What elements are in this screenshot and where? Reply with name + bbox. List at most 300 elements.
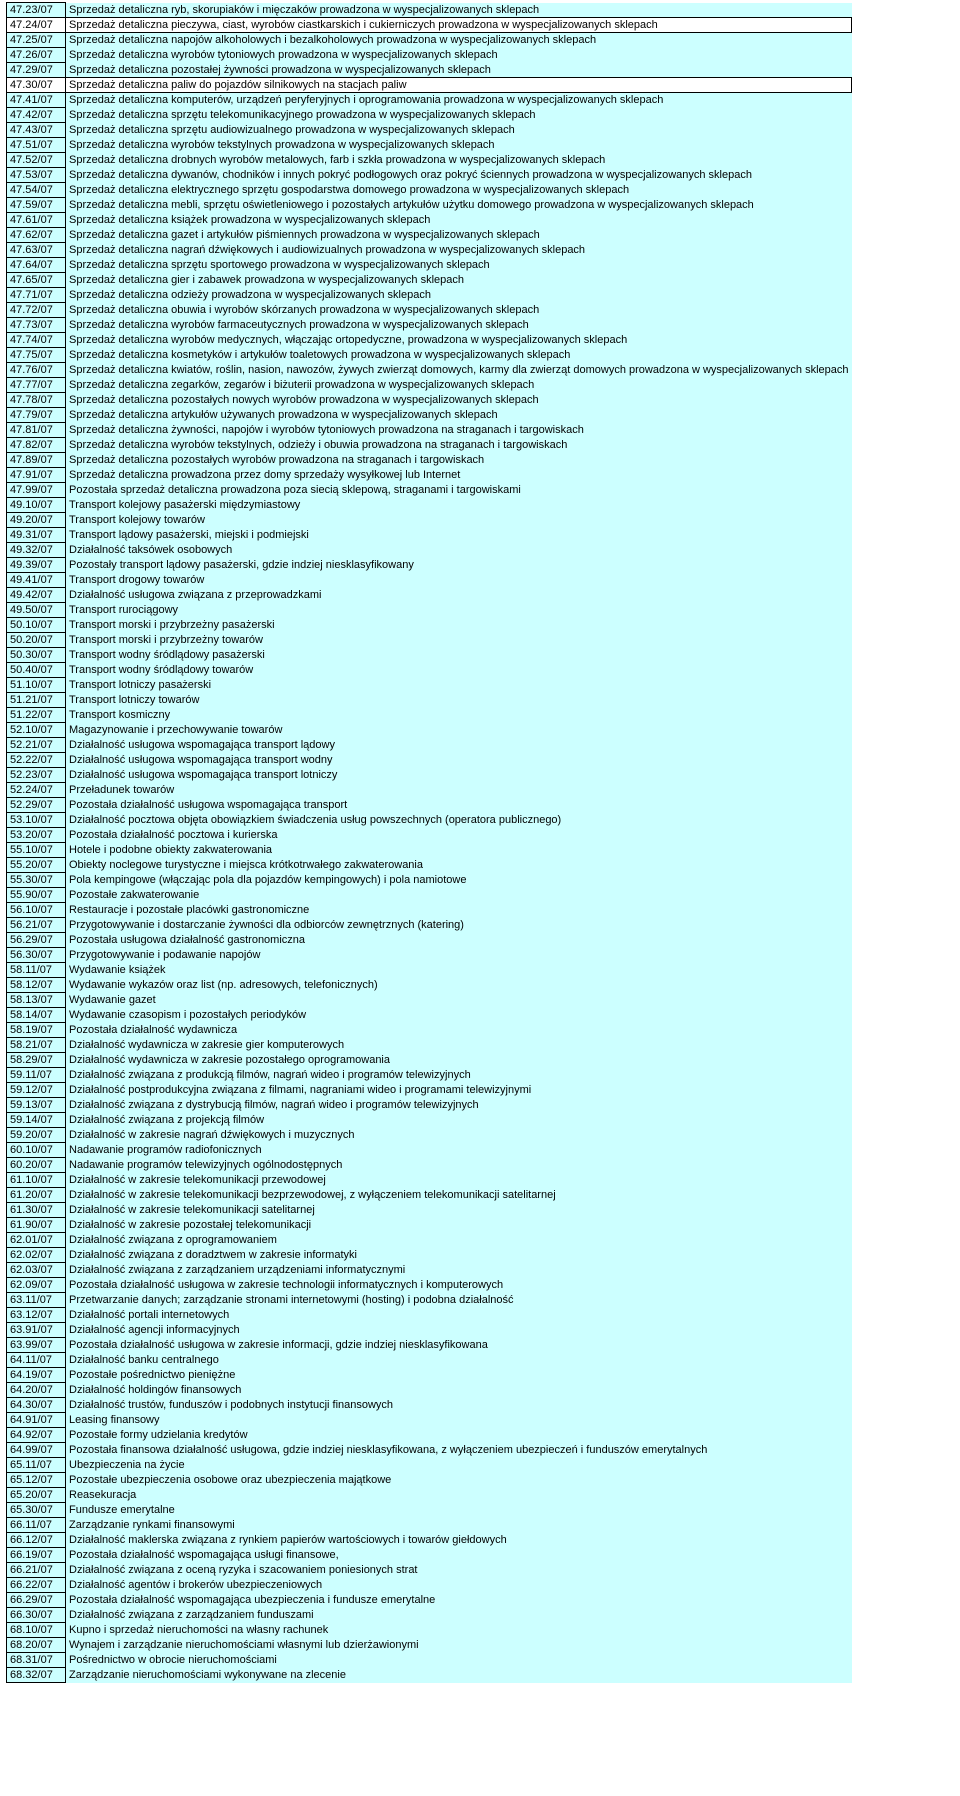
table-row [7, 408, 852, 423]
pkd-description-cell: Pozostała działalność usługowa w zakresie informacji, gdzie indziej niesklasyfikowana [66, 1338, 852, 1353]
pkd-code-cell: 62.09/07 [7, 1278, 66, 1293]
pkd-code-cell: 47.82/07 [7, 438, 66, 453]
pkd-code-cell: 49.32/07 [7, 543, 66, 558]
pkd-description-cell: Zarządzanie nieruchomościami wykonywane na zlecenie [66, 1668, 852, 1683]
pkd-code-cell: 58.21/07 [7, 1038, 66, 1053]
table-row [7, 1488, 852, 1503]
pkd-code-cell: 55.20/07 [7, 858, 66, 873]
table-row [7, 903, 852, 918]
pkd-description-cell: Pozostałe zakwaterowanie [66, 888, 852, 903]
pkd-code-cell: 63.91/07 [7, 1323, 66, 1338]
pkd-code-cell: 56.21/07 [7, 918, 66, 933]
table-row [7, 468, 852, 483]
pkd-description-cell: Sprzedaż detaliczna mebli, sprzętu oświetleniowego i pozostałych artykułów użytku domowego prowadzona w wyspecjalizowanych sklepach [66, 198, 852, 213]
table-row [7, 1338, 852, 1353]
pkd-code-cell: 64.11/07 [7, 1353, 66, 1368]
pkd-description-cell: Działalność agentów i brokerów ubezpieczeniowych [66, 1578, 852, 1593]
pkd-code-cell: 47.61/07 [7, 213, 66, 228]
pkd-code-cell: 62.02/07 [7, 1248, 66, 1263]
pkd-description-cell: Działalność usługowa wspomagająca transport lądowy [66, 738, 852, 753]
pkd-description-cell: Sprzedaż detaliczna artykułów używanych prowadzona w wyspecjalizowanych sklepach [66, 408, 852, 423]
pkd-code-cell: 47.81/07 [7, 423, 66, 438]
pkd-description-cell: Pozostałe pośrednictwo pieniężne [66, 1368, 852, 1383]
pkd-description-cell: Pozostałe formy udzielania kredytów [66, 1428, 852, 1443]
pkd-code-cell: 47.65/07 [7, 273, 66, 288]
table-row [7, 798, 852, 813]
table-row [7, 663, 852, 678]
pkd-code-cell: 58.29/07 [7, 1053, 66, 1068]
table-row [7, 1038, 852, 1053]
pkd-description-cell: Działalność usługowa wspomagająca transport wodny [66, 753, 852, 768]
pkd-description-cell: Transport rurociągowy [66, 603, 852, 618]
pkd-code-cell: 47.89/07 [7, 453, 66, 468]
pkd-code-cell: 47.41/07 [7, 93, 66, 108]
table-row [7, 588, 852, 603]
pkd-code-cell: 53.20/07 [7, 828, 66, 843]
pkd-code-cell: 61.90/07 [7, 1218, 66, 1233]
table-row [7, 1383, 852, 1398]
pkd-description-cell: Sprzedaż detaliczna kwiatów, roślin, nasion, nawozów, żywych zwierząt domowych, karmy dla zwierząt domowych prowadzona w wyspecjalizowanych sklepach [66, 363, 852, 378]
pkd-description-cell: Sprzedaż detaliczna pieczywa, ciast, wyrobów ciastkarskich i cukierniczych prowadzona w wyspecjalizowanych sklepach [66, 18, 852, 33]
pkd-description-cell: Transport morski i przybrzeżny pasażerski [66, 618, 852, 633]
pkd-description-cell: Sprzedaż detaliczna komputerów, urządzeń peryferyjnych i oprogramowania prowadzona w wyspecjalizowanych sklepach [66, 93, 852, 108]
pkd-description-cell: Sprzedaż detaliczna pozostałych wyrobów prowadzona na straganach i targowiskach [66, 453, 852, 468]
pkd-code-cell: 47.79/07 [7, 408, 66, 423]
pkd-description-cell: Restauracje i pozostałe placówki gastronomiczne [66, 903, 852, 918]
table-row [7, 1308, 852, 1323]
pkd-code-cell: 49.20/07 [7, 513, 66, 528]
table-row [7, 1368, 852, 1383]
pkd-description-cell: Pozostała działalność wspomagająca usługi finansowe, [66, 1548, 852, 1563]
table-row [7, 558, 852, 573]
pkd-description-cell: Sprzedaż detaliczna wyrobów tekstylnych prowadzona w wyspecjalizowanych sklepach [66, 138, 852, 153]
pkd-code-cell: 47.53/07 [7, 168, 66, 183]
pkd-description-cell: Sprzedaż detaliczna żywności, napojów i wyrobów tytoniowych prowadzona na straganach i targowiskach [66, 423, 852, 438]
pkd-description-cell: Sprzedaż detaliczna elektrycznego sprzętu gospodarstwa domowego prowadzona w wyspecjalizowanych sklepach [66, 183, 852, 198]
pkd-code-cell: 47.64/07 [7, 258, 66, 273]
table-row [7, 1503, 852, 1518]
table-row [7, 708, 852, 723]
pkd-description-cell: Sprzedaż detaliczna nagrań dźwiękowych i audiowizualnych prowadzona w wyspecjalizowanych sklepach [66, 243, 852, 258]
table-row [7, 1323, 852, 1338]
pkd-code-cell: 60.20/07 [7, 1158, 66, 1173]
pkd-description-cell: Pozostała sprzedaż detaliczna prowadzona poza siecią sklepową, straganami i targowiskami [66, 483, 852, 498]
pkd-code-cell: 59.12/07 [7, 1083, 66, 1098]
pkd-code-cell: 49.39/07 [7, 558, 66, 573]
pkd-description-cell: Działalność banku centralnego [66, 1353, 852, 1368]
pkd-description-cell: Działalność w zakresie telekomunikacji bezprzewodowej, z wyłączeniem telekomunikacji satelitarnej [66, 1188, 852, 1203]
table-row [7, 78, 852, 93]
pkd-code-cell: 49.41/07 [7, 573, 66, 588]
pkd-description-cell: Działalność trustów, funduszów i podobnych instytucji finansowych [66, 1398, 852, 1413]
table-row [7, 1668, 852, 1683]
table-row [7, 1458, 852, 1473]
pkd-code-cell: 64.91/07 [7, 1413, 66, 1428]
pkd-description-cell: Nadawanie programów radiofonicznych [66, 1143, 852, 1158]
table-row [7, 1563, 852, 1578]
pkd-description-cell: Nadawanie programów telewizyjnych ogólnodostępnych [66, 1158, 852, 1173]
pkd-code-cell: 47.26/07 [7, 48, 66, 63]
pkd-code-cell: 51.22/07 [7, 708, 66, 723]
table-row [7, 1173, 852, 1188]
table-row [7, 348, 852, 363]
pkd-description-cell: Działalność usługowa związana z przeprowadzkami [66, 588, 852, 603]
table-row [7, 1068, 852, 1083]
pkd-description-cell: Wydawanie czasopism i pozostałych periodyków [66, 1008, 852, 1023]
pkd-code-cell: 68.31/07 [7, 1653, 66, 1668]
pkd-code-cell: 64.19/07 [7, 1368, 66, 1383]
pkd-code-cell: 49.42/07 [7, 588, 66, 603]
pkd-description-cell: Działalność taksówek osobowych [66, 543, 852, 558]
pkd-code-cell: 59.20/07 [7, 1128, 66, 1143]
pkd-code-cell: 66.21/07 [7, 1563, 66, 1578]
table-row [7, 648, 852, 663]
pkd-description-cell: Transport kolejowy towarów [66, 513, 852, 528]
pkd-description-cell: Sprzedaż detaliczna napojów alkoholowych i bezalkoholowych prowadzona w wyspecjalizowanych sklepach [66, 33, 852, 48]
pkd-description-cell: Sprzedaż detaliczna dywanów, chodników i innych pokryć podłogowych oraz pokryć ściennych prowadzona w wyspecjalizowanych sklepach [66, 168, 852, 183]
pkd-description-cell: Sprzedaż detaliczna prowadzona przez domy sprzedaży wysyłkowej lub Internet [66, 468, 852, 483]
table-row [7, 1053, 852, 1068]
pkd-description-cell: Sprzedaż detaliczna paliw do pojazdów silnikowych na stacjach paliw [66, 78, 852, 93]
pkd-code-cell: 50.10/07 [7, 618, 66, 633]
pkd-code-cell: 66.11/07 [7, 1518, 66, 1533]
pkd-code-cell: 47.77/07 [7, 378, 66, 393]
pkd-code-cell: 47.43/07 [7, 123, 66, 138]
pkd-description-cell: Sprzedaż detaliczna książek prowadzona w wyspecjalizowanych sklepach [66, 213, 852, 228]
table-row [7, 1278, 852, 1293]
pkd-description-cell: Pozostałe ubezpieczenia osobowe oraz ubezpieczenia majątkowe [66, 1473, 852, 1488]
pkd-code-cell: 63.11/07 [7, 1293, 66, 1308]
table-row [7, 1128, 852, 1143]
pkd-code-cell: 65.20/07 [7, 1488, 66, 1503]
pkd-description-cell: Działalność holdingów finansowych [66, 1383, 852, 1398]
pkd-code-cell: 68.10/07 [7, 1623, 66, 1638]
table-row [7, 498, 852, 513]
pkd-code-cell: 61.20/07 [7, 1188, 66, 1203]
pkd-code-cell: 64.20/07 [7, 1383, 66, 1398]
table-row [7, 393, 852, 408]
table-row [7, 183, 852, 198]
pkd-code-cell: 47.42/07 [7, 108, 66, 123]
pkd-code-cell: 47.23/07 [7, 3, 66, 18]
table-row [7, 1398, 852, 1413]
pkd-description-cell: Sprzedaż detaliczna sprzętu audiowizualnego prowadzona w wyspecjalizowanych sklepach [66, 123, 852, 138]
pkd-description-cell: Działalność w zakresie pozostałej telekomunikacji [66, 1218, 852, 1233]
pkd-code-cell: 66.22/07 [7, 1578, 66, 1593]
pkd-description-cell: Pozostała działalność pocztowa i kurierska [66, 828, 852, 843]
table-row [7, 168, 852, 183]
table-row [7, 333, 852, 348]
pkd-code-cell: 52.29/07 [7, 798, 66, 813]
pkd-description-cell: Przygotowywanie i podawanie napojów [66, 948, 852, 963]
pkd-code-cell: 47.73/07 [7, 318, 66, 333]
table-row [7, 1098, 852, 1113]
pkd-description-cell: Sprzedaż detaliczna ryb, skorupiaków i mięczaków prowadzona w wyspecjalizowanych sklepach [66, 3, 852, 18]
pkd-code-cell: 52.22/07 [7, 753, 66, 768]
table-row [7, 1653, 852, 1668]
pkd-code-cell: 47.54/07 [7, 183, 66, 198]
table-row [7, 213, 852, 228]
pkd-code-cell: 52.23/07 [7, 768, 66, 783]
pkd-code-cell: 65.11/07 [7, 1458, 66, 1473]
pkd-code-table [6, 2, 852, 1683]
table-row [7, 1623, 852, 1638]
pkd-code-cell: 55.90/07 [7, 888, 66, 903]
table-row [7, 1203, 852, 1218]
pkd-code-cell: 55.30/07 [7, 873, 66, 888]
pkd-description-cell: Działalność związana z dystrybucją filmów, nagrań wideo i programów telewizyjnych [66, 1098, 852, 1113]
pkd-description-cell: Działalność związana z projekcją filmów [66, 1113, 852, 1128]
pkd-code-cell: 50.20/07 [7, 633, 66, 648]
table-row [7, 1083, 852, 1098]
pkd-description-cell: Transport lądowy pasażerski, miejski i podmiejski [66, 528, 852, 543]
table-row [7, 1473, 852, 1488]
pkd-code-cell: 64.30/07 [7, 1398, 66, 1413]
pkd-code-cell: 59.11/07 [7, 1068, 66, 1083]
pkd-code-cell: 61.30/07 [7, 1203, 66, 1218]
table-row [7, 1023, 852, 1038]
table-row [7, 543, 852, 558]
pkd-description-cell: Sprzedaż detaliczna wyrobów medycznych, włączając ortopedyczne, prowadzona w wyspecjalizowanych sklepach [66, 333, 852, 348]
pkd-description-cell: Pozostała działalność wspomagająca ubezpieczenia i fundusze emerytalne [66, 1593, 852, 1608]
table-row [7, 738, 852, 753]
table-row [7, 1008, 852, 1023]
table-row [7, 1533, 852, 1548]
pkd-code-cell: 60.10/07 [7, 1143, 66, 1158]
pkd-description-cell: Działalność związana z zarządzaniem funduszami [66, 1608, 852, 1623]
table-row [7, 453, 852, 468]
pkd-description-cell: Obiekty noclegowe turystyczne i miejsca krótkotrwałego zakwaterowania [66, 858, 852, 873]
pkd-code-cell: 61.10/07 [7, 1173, 66, 1188]
pkd-description-cell: Sprzedaż detaliczna zegarków, zegarów i biżuterii prowadzona w wyspecjalizowanych sklepach [66, 378, 852, 393]
pkd-code-cell: 53.10/07 [7, 813, 66, 828]
table-row [7, 963, 852, 978]
pkd-description-cell: Sprzedaż detaliczna wyrobów tekstylnych, odzieży i obuwia prowadzona na straganach i targowiskach [66, 438, 852, 453]
pkd-description-cell: Transport wodny śródlądowy pasażerski [66, 648, 852, 663]
table-row [7, 1578, 852, 1593]
table-row [7, 1593, 852, 1608]
pkd-code-cell: 47.24/07 [7, 18, 66, 33]
pkd-description-cell: Przygotowywanie i dostarczanie żywności dla odbiorców zewnętrznych (katering) [66, 918, 852, 933]
pkd-code-cell: 66.29/07 [7, 1593, 66, 1608]
pkd-description-cell: Pozostała działalność usługowa w zakresie technologii informatycznych i komputerowych [66, 1278, 852, 1293]
table-row [7, 48, 852, 63]
table-row [7, 138, 852, 153]
table-row [7, 678, 852, 693]
pkd-description-cell: Działalność postprodukcyjna związana z filmami, nagraniami wideo i programami telewizyjnymi [66, 1083, 852, 1098]
pkd-code-cell: 49.50/07 [7, 603, 66, 618]
pkd-description-cell: Sprzedaż detaliczna pozostałej żywności prowadzona w wyspecjalizowanych sklepach [66, 63, 852, 78]
pkd-description-cell: Leasing finansowy [66, 1413, 852, 1428]
table-row [7, 288, 852, 303]
table-row [7, 483, 852, 498]
table-row [7, 573, 852, 588]
pkd-code-cell: 58.11/07 [7, 963, 66, 978]
table-row [7, 153, 852, 168]
table-row [7, 513, 852, 528]
pkd-code-cell: 66.30/07 [7, 1608, 66, 1623]
table-row [7, 1233, 852, 1248]
table-row [7, 438, 852, 453]
pkd-description-cell: Działalność związana z doradztwem w zakresie informatyki [66, 1248, 852, 1263]
pkd-code-cell: 52.21/07 [7, 738, 66, 753]
pkd-description-cell: Transport kolejowy pasażerski międzymiastowy [66, 498, 852, 513]
table-row [7, 18, 852, 33]
pkd-code-cell: 68.32/07 [7, 1668, 66, 1683]
pkd-code-cell: 59.14/07 [7, 1113, 66, 1128]
table-row [7, 378, 852, 393]
pkd-description-cell: Sprzedaż detaliczna obuwia i wyrobów skórzanych prowadzona w wyspecjalizowanych sklepach [66, 303, 852, 318]
table-row [7, 258, 852, 273]
table-row [7, 633, 852, 648]
pkd-description-cell: Sprzedaż detaliczna sprzętu telekomunikacyjnego prowadzona w wyspecjalizowanych sklepach [66, 108, 852, 123]
pkd-code-cell: 47.71/07 [7, 288, 66, 303]
table-row [7, 273, 852, 288]
pkd-description-cell: Działalność maklerska związana z rynkiem papierów wartościowych i towarów giełdowych [66, 1533, 852, 1548]
pkd-code-cell: 55.10/07 [7, 843, 66, 858]
pkd-code-cell: 66.12/07 [7, 1533, 66, 1548]
pkd-description-cell: Zarządzanie rynkami finansowymi [66, 1518, 852, 1533]
table-row [7, 33, 852, 48]
table-row [7, 888, 852, 903]
pkd-code-table-body [7, 3, 852, 1683]
pkd-code-cell: 56.29/07 [7, 933, 66, 948]
pkd-code-cell: 62.03/07 [7, 1263, 66, 1278]
table-row [7, 1143, 852, 1158]
pkd-code-cell: 47.76/07 [7, 363, 66, 378]
table-row [7, 768, 852, 783]
pkd-code-cell: 47.52/07 [7, 153, 66, 168]
pkd-description-cell: Magazynowanie i przechowywanie towarów [66, 723, 852, 738]
table-row [7, 363, 852, 378]
pkd-description-cell: Transport wodny śródlądowy towarów [66, 663, 852, 678]
table-row [7, 1293, 852, 1308]
pkd-description-cell: Pola kempingowe (włączając pola dla pojazdów kempingowych) i pola namiotowe [66, 873, 852, 888]
pkd-code-cell: 49.31/07 [7, 528, 66, 543]
pkd-code-cell: 62.01/07 [7, 1233, 66, 1248]
pkd-code-cell: 56.30/07 [7, 948, 66, 963]
pkd-code-cell: 47.62/07 [7, 228, 66, 243]
pkd-code-cell: 47.75/07 [7, 348, 66, 363]
pkd-description-cell: Wydawanie gazet [66, 993, 852, 1008]
table-row [7, 1608, 852, 1623]
pkd-description-cell: Działalność agencji informacyjnych [66, 1323, 852, 1338]
pkd-description-cell: Sprzedaż detaliczna gazet i artykułów piśmiennych prowadzona w wyspecjalizowanych sklepach [66, 228, 852, 243]
table-row [7, 618, 852, 633]
pkd-description-cell: Pozostały transport lądowy pasażerski, gdzie indziej niesklasyfikowany [66, 558, 852, 573]
pkd-description-cell: Transport lotniczy towarów [66, 693, 852, 708]
table-row [7, 243, 852, 258]
pkd-description-cell: Transport morski i przybrzeżny towarów [66, 633, 852, 648]
table-row [7, 1188, 852, 1203]
table-row [7, 528, 852, 543]
table-row [7, 228, 852, 243]
pkd-code-cell: 47.30/07 [7, 78, 66, 93]
pkd-description-cell: Sprzedaż detaliczna pozostałych nowych wyrobów prowadzona w wyspecjalizowanych sklepach [66, 393, 852, 408]
pkd-code-cell: 56.10/07 [7, 903, 66, 918]
table-row [7, 423, 852, 438]
pkd-code-cell: 50.30/07 [7, 648, 66, 663]
pkd-description-cell: Ubezpieczenia na życie [66, 1458, 852, 1473]
table-row [7, 1428, 852, 1443]
pkd-description-cell: Transport drogowy towarów [66, 573, 852, 588]
table-row [7, 198, 852, 213]
pkd-code-cell: 50.40/07 [7, 663, 66, 678]
pkd-description-cell: Wydawanie wykazów oraz list (np. adresowych, telefonicznych) [66, 978, 852, 993]
pkd-code-cell: 47.59/07 [7, 198, 66, 213]
pkd-code-cell: 65.12/07 [7, 1473, 66, 1488]
pkd-description-cell: Działalność w zakresie nagrań dźwiękowych i muzycznych [66, 1128, 852, 1143]
pkd-description-cell: Pozostała działalność usługowa wspomagająca transport [66, 798, 852, 813]
table-row [7, 123, 852, 138]
pkd-code-cell: 66.19/07 [7, 1548, 66, 1563]
pkd-description-cell: Kupno i sprzedaż nieruchomości na własny rachunek [66, 1623, 852, 1638]
table-row [7, 723, 852, 738]
pkd-description-cell: Sprzedaż detaliczna odzieży prowadzona w wyspecjalizowanych sklepach [66, 288, 852, 303]
pkd-code-cell: 52.10/07 [7, 723, 66, 738]
pkd-code-cell: 47.99/07 [7, 483, 66, 498]
pkd-code-cell: 58.19/07 [7, 1023, 66, 1038]
pkd-description-cell: Pozostała usługowa działalność gastronomiczna [66, 933, 852, 948]
table-row [7, 858, 852, 873]
pkd-description-cell: Pozostała finansowa działalność usługowa, gdzie indziej niesklasyfikowana, z wyłączeniem ubezpieczeń i funduszów emerytalnych [66, 1443, 852, 1458]
table-row [7, 948, 852, 963]
pkd-description-cell: Działalność w zakresie telekomunikacji satelitarnej [66, 1203, 852, 1218]
pkd-code-cell: 64.99/07 [7, 1443, 66, 1458]
pkd-description-cell: Sprzedaż detaliczna kosmetyków i artykułów toaletowych prowadzona w wyspecjalizowanych sklepach [66, 348, 852, 363]
pkd-code-cell: 47.63/07 [7, 243, 66, 258]
table-row [7, 1248, 852, 1263]
pkd-code-cell: 47.51/07 [7, 138, 66, 153]
table-row [7, 1518, 852, 1533]
table-row [7, 1218, 852, 1233]
pkd-description-cell: Działalność wydawnicza w zakresie gier komputerowych [66, 1038, 852, 1053]
pkd-description-cell: Działalność w zakresie telekomunikacji przewodowej [66, 1173, 852, 1188]
pkd-code-cell: 58.13/07 [7, 993, 66, 1008]
pkd-code-cell: 68.20/07 [7, 1638, 66, 1653]
table-row [7, 693, 852, 708]
table-row [7, 108, 852, 123]
table-row [7, 1113, 852, 1128]
pkd-code-cell: 47.74/07 [7, 333, 66, 348]
pkd-code-cell: 63.99/07 [7, 1338, 66, 1353]
pkd-description-cell: Przetwarzanie danych; zarządzanie stronami internetowymi (hosting) i podobna działalność [66, 1293, 852, 1308]
pkd-code-cell: 65.30/07 [7, 1503, 66, 1518]
pkd-description-cell: Działalność pocztowa objęta obowiązkiem świadczenia usług powszechnych (operatora publicznego) [66, 813, 852, 828]
pkd-code-cell: 47.78/07 [7, 393, 66, 408]
pkd-code-cell: 64.92/07 [7, 1428, 66, 1443]
table-row [7, 1548, 852, 1563]
table-row [7, 828, 852, 843]
pkd-description-cell: Sprzedaż detaliczna drobnych wyrobów metalowych, farb i szkła prowadzona w wyspecjalizowanych sklepach [66, 153, 852, 168]
pkd-description-cell: Hotele i podobne obiekty zakwaterowania [66, 843, 852, 858]
table-row [7, 993, 852, 1008]
table-row [7, 1263, 852, 1278]
pkd-description-cell: Pośrednictwo w obrocie nieruchomościami [66, 1653, 852, 1668]
pkd-description-cell: Działalność portali internetowych [66, 1308, 852, 1323]
pkd-description-cell: Sprzedaż detaliczna sprzętu sportowego prowadzona w wyspecjalizowanych sklepach [66, 258, 852, 273]
table-row [7, 3, 852, 18]
pkd-description-cell: Przeładunek towarów [66, 783, 852, 798]
table-row [7, 63, 852, 78]
pkd-description-cell: Sprzedaż detaliczna wyrobów tytoniowych prowadzona w wyspecjalizowanych sklepach [66, 48, 852, 63]
pkd-description-cell: Wydawanie książek [66, 963, 852, 978]
pkd-description-cell: Pozostała działalność wydawnicza [66, 1023, 852, 1038]
pkd-description-cell: Sprzedaż detaliczna wyrobów farmaceutycznych prowadzona w wyspecjalizowanych sklepach [66, 318, 852, 333]
table-row [7, 1158, 852, 1173]
table-row [7, 753, 852, 768]
pkd-code-cell: 51.21/07 [7, 693, 66, 708]
